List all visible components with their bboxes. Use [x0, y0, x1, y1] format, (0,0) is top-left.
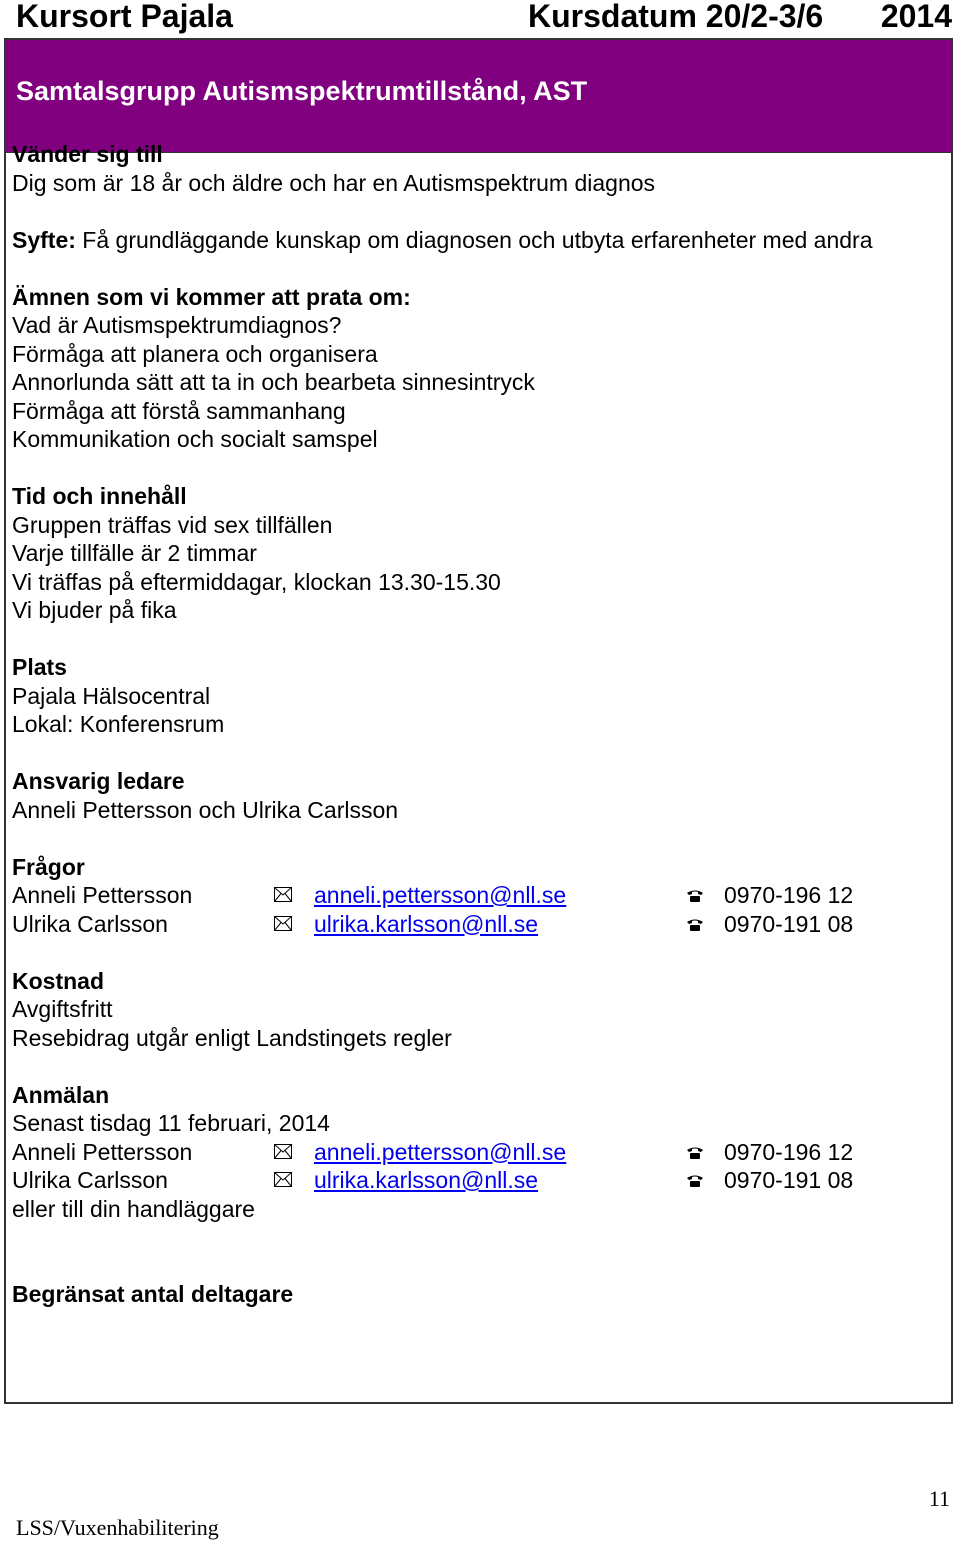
schedule-item: Gruppen träffas vid sex tillfällen [12, 511, 333, 538]
leaders-heading: Ansvarig ledare [12, 768, 185, 794]
schedule-item: Vi träffas på eftermiddagar, klockan 13.30-15.30 [12, 568, 501, 595]
topic-item: Kommunikation och socialt samspel [12, 426, 378, 452]
envelope-icon [274, 887, 292, 902]
place-item: Lokal: Konferensrum [12, 711, 225, 737]
title-banner [6, 40, 951, 153]
telephone-icon [686, 1174, 704, 1188]
footer-org: LSS/Vuxenhabilitering [16, 1515, 219, 1540]
page-header [16, 0, 952, 36]
course-year: 2014 [880, 0, 952, 34]
target-text: Dig som är 18 år och äldre och har en Autismspektrum diagnos [12, 169, 656, 196]
purpose-label: Syfte: [12, 226, 76, 253]
cost-item: Avgiftsfritt [12, 996, 113, 1022]
schedule-heading: Tid och innehåll [12, 483, 187, 509]
contact-name: Ulrika Carlsson [12, 1167, 168, 1193]
telephone-icon [686, 918, 704, 932]
telephone-icon [686, 889, 704, 903]
topic-item: Vad är Autismspektrumdiagnos? [12, 312, 342, 338]
contact-email-link[interactable]: ulrika.karlsson@nll.se [314, 910, 539, 937]
topic-item: Förmåga att förstå sammanhang [12, 397, 346, 424]
target-heading: Vänder sig till [12, 141, 163, 167]
contact-phone: 0970-196 12 [724, 1138, 854, 1165]
schedule-item: Varje tillfälle är 2 timmar [12, 540, 257, 566]
contact-phone: 0970-191 08 [724, 910, 854, 937]
purpose-text: Få grundläggande kunskap om diagnosen och utbyta erfarenheter med andra [75, 226, 873, 253]
course-title: Samtalsgrupp Autismspektrumtillstånd, AST [16, 76, 588, 106]
registration-extra: eller till din handläggare [12, 1195, 255, 1222]
page-number: 11 [928, 1486, 950, 1511]
schedule-item: Vi bjuder på fika [12, 597, 177, 623]
registration-heading: Anmälan [12, 1081, 110, 1108]
contact-phone: 0970-191 08 [724, 1167, 854, 1193]
envelope-icon [274, 916, 292, 931]
contact-row [12, 1138, 950, 1167]
leaders-text: Anneli Pettersson och Ulrika Carlsson [12, 796, 399, 823]
topic-item: Förmåga att planera och organisera [12, 340, 378, 367]
contact-email-link[interactable]: anneli.pettersson@nll.se [314, 882, 567, 908]
cost-heading: Kostnad [12, 967, 104, 994]
course-location: Kursort Pajala [16, 0, 233, 34]
contact-name: Anneli Pettersson [12, 1138, 193, 1165]
course-date: Kursdatum 20/2-3/6 [528, 0, 824, 34]
envelope-icon [274, 1144, 292, 1159]
limited-participants: Begränsat antal deltagare [12, 1281, 294, 1307]
place-heading: Plats [12, 654, 67, 680]
contact-row [12, 1166, 950, 1195]
registration-deadline: Senast tisdag 11 februari, 2014 [12, 1110, 330, 1136]
course-content [12, 140, 950, 1309]
contact-phone: 0970-196 12 [724, 882, 854, 908]
envelope-icon [274, 1172, 292, 1187]
questions-heading: Frågor [12, 853, 85, 880]
telephone-icon [686, 1146, 704, 1160]
purpose [12, 226, 950, 255]
contact-name: Ulrika Carlsson [12, 910, 168, 937]
contact-email-link[interactable]: anneli.pettersson@nll.se [314, 1138, 567, 1165]
cost-item: Resebidrag utgår enligt Landstingets regler [12, 1024, 452, 1051]
contact-row [12, 910, 950, 939]
topic-item: Annorlunda sätt att ta in och bearbeta sinnesintryck [12, 369, 535, 395]
contact-email-link[interactable]: ulrika.karlsson@nll.se [314, 1167, 539, 1193]
place-item: Pajala Hälsocentral [12, 682, 211, 709]
topics-heading: Ämnen som vi kommer att prata om: [12, 283, 411, 310]
contact-row [12, 881, 950, 910]
contact-name: Anneli Pettersson [12, 882, 193, 908]
